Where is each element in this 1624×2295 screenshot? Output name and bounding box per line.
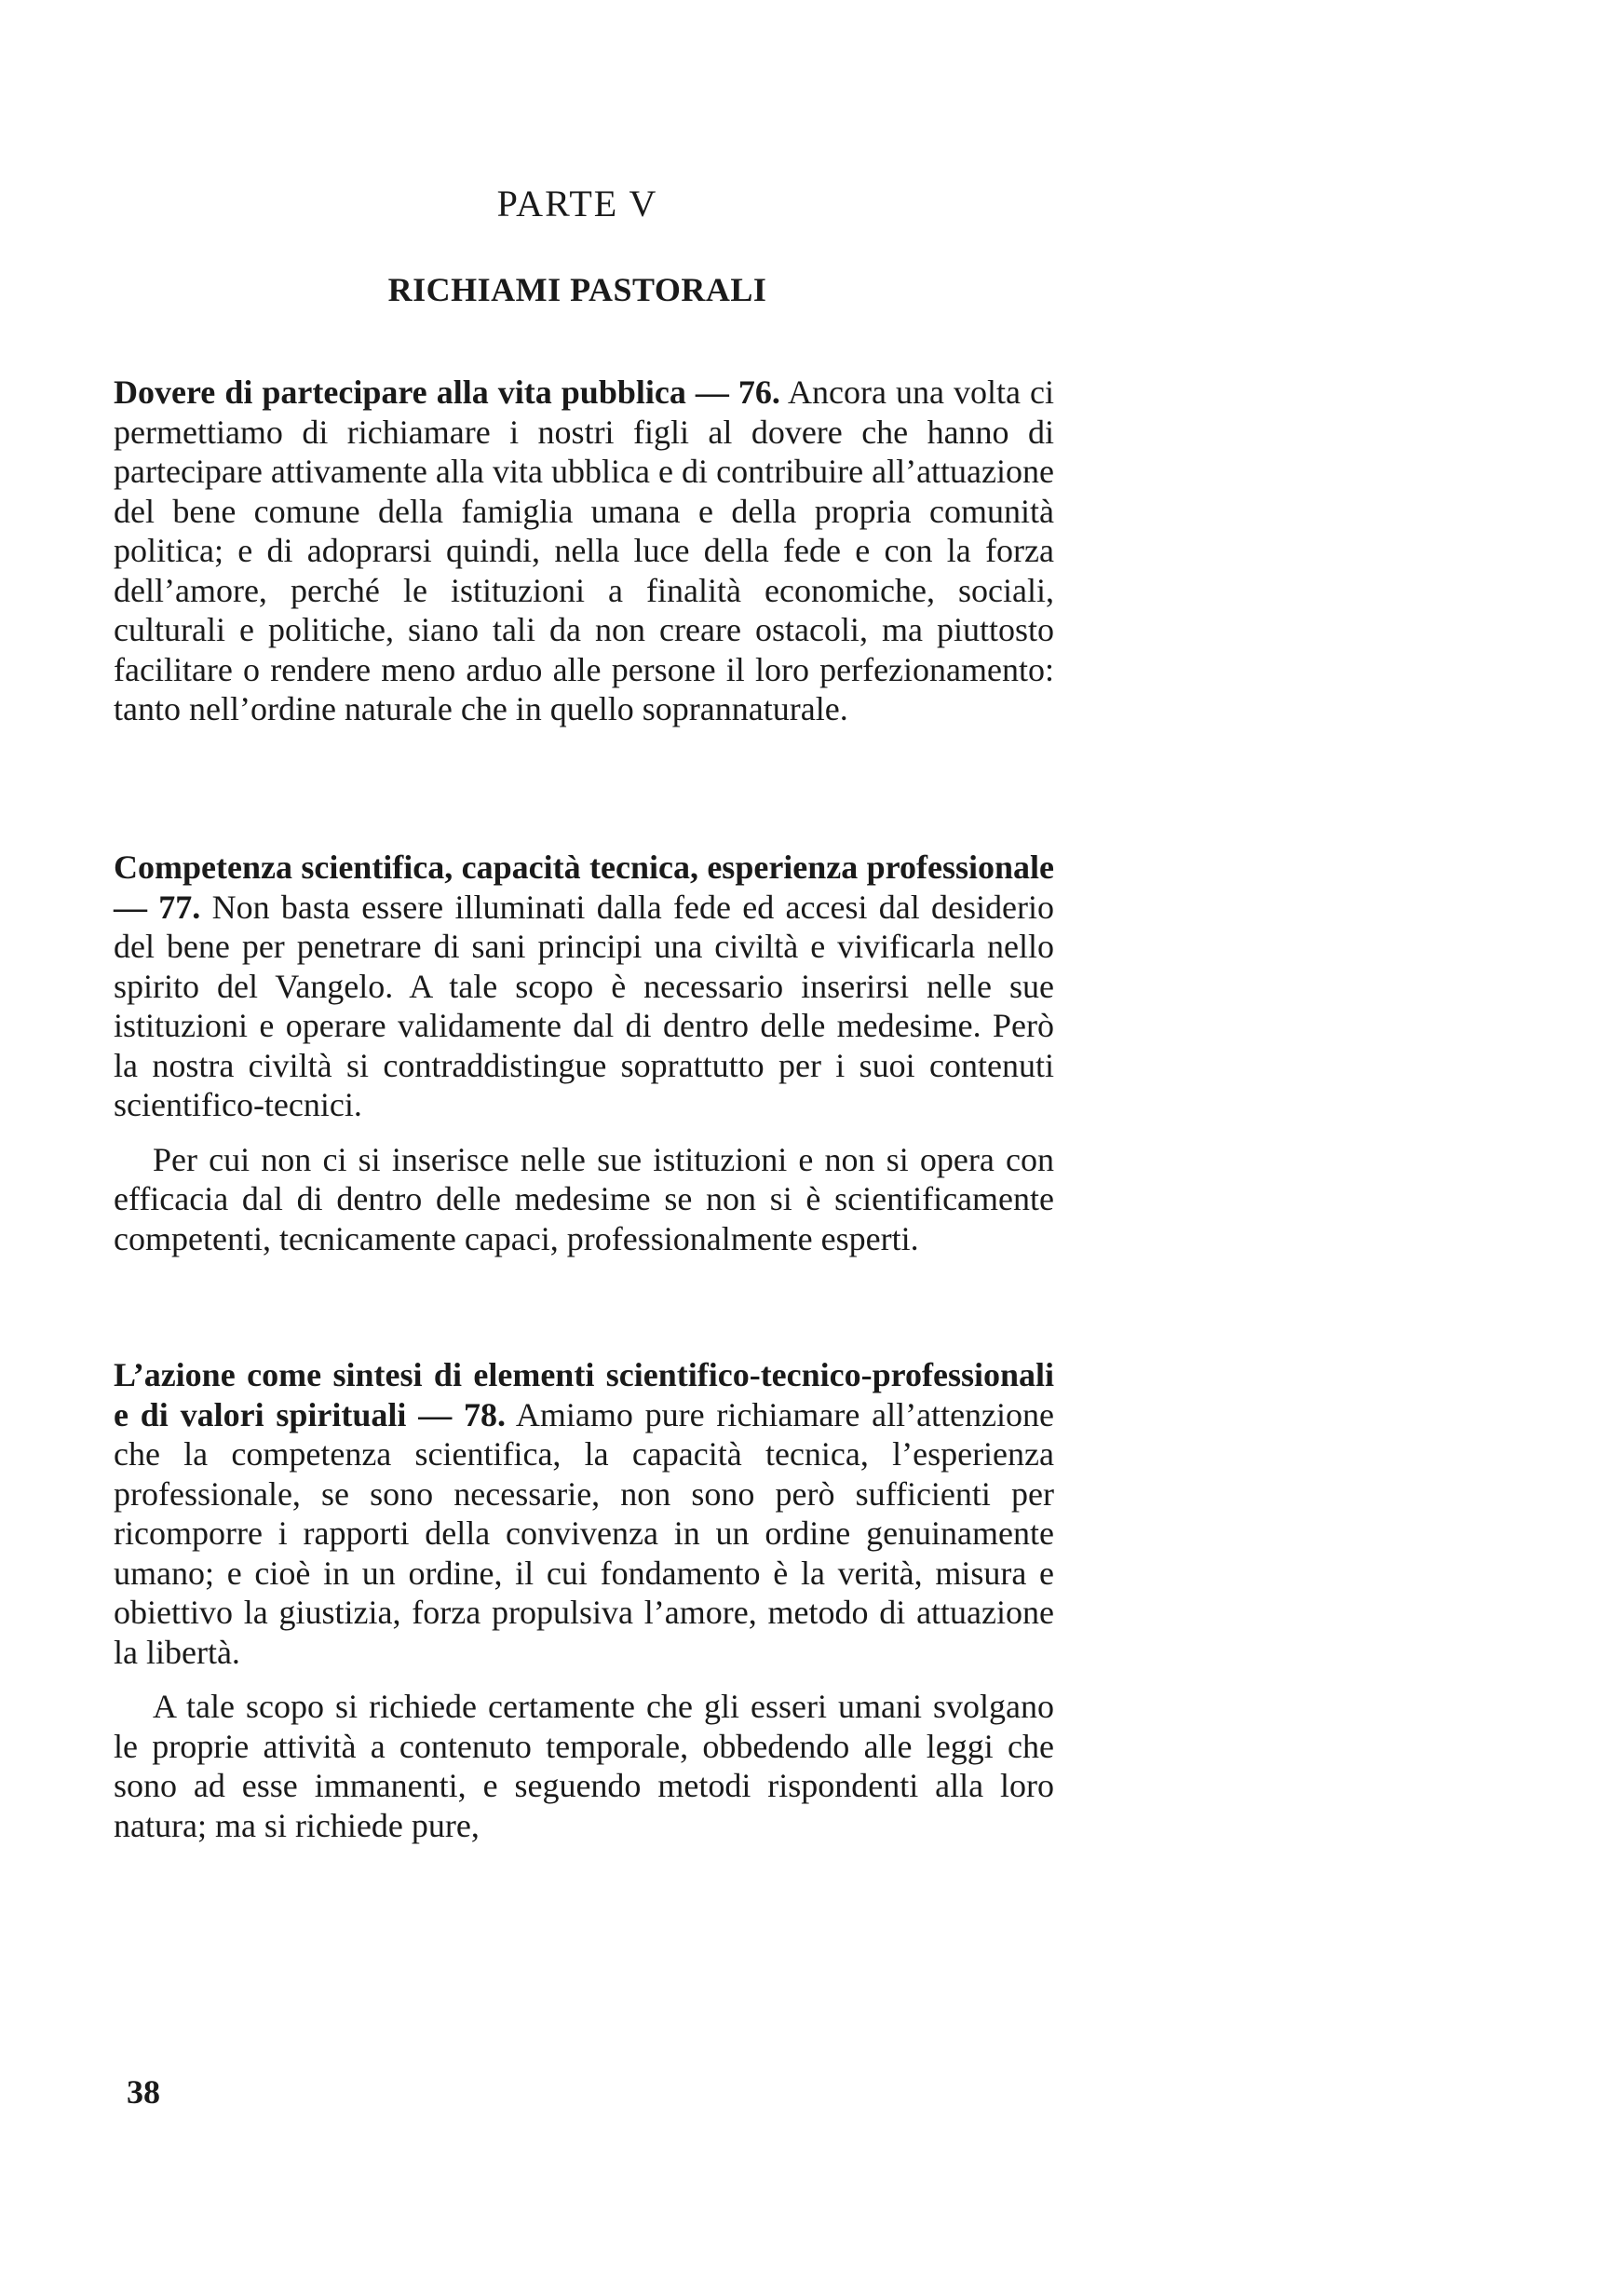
paragraph — [114, 848, 1054, 1125]
paragraph: A tale scopo si richiede certamente che gli esseri umani svolgano le proprie attività a contenuto temporale, obbedendo alle leggi che sono ad esse immanenti, e seguendo metodi rispondenti alla loro natura; ma si richiede pure, — [114, 1688, 1054, 1844]
section-heading: Dovere di partecipare alla vita pubblica — 76. — [114, 373, 780, 411]
chapter-title: RICHIAMI PASTORALI — [387, 271, 767, 308]
paragraph-text: Amiamo pure richiamare all’attenzione che la competenza scientifica, la capacità tecnica, l’esperienza professionale, se sono necessarie, non sono però sufficienti per ricomporre i rapporti della convivenza in un ordine genuinamente umano; e cioè in un ordine, il cui fondamento è la verità, misura e obiettivo la giustizia, forza propulsiva l’amore, metodo di attuazione la libertà. — [114, 1395, 1055, 1671]
section-heading: L’azione come sintesi di elementi scientifico-tecnico-professionali e di valori spirituali — 78. — [114, 1356, 1054, 1433]
section-76 — [114, 373, 1054, 729]
paragraph-text: Ancora una volta ci permettiamo di richiamare i nostri figli al dovere che hanno di partecipare attivamente alla vita ubblica e di contribuire all’attuazione del bene comune della famiglia umana e della propria comunità politica; e di adoprarsi quindi, nella luce della fede e con la forza dell’amore, perché le istituzioni a finalità economiche, sociali, culturali e politiche, siano tali da non creare ostacoli, ma piuttosto facilitare o rendere meno arduo alle persone il loro perfezionamento: tanto nell’ordine naturale che in quello soprannaturale. — [114, 373, 1055, 727]
paragraph — [114, 373, 1054, 729]
section-heading: Competenza scientifica, capacità tecnica, esperienza professionale — 77. — [114, 849, 1054, 926]
section-77 — [114, 848, 1054, 1258]
paragraph: Per cui non ci si inserisce nelle sue istituzioni e non si opera con efficacia dal di dentro delle medesime se non si è scientificamente competenti, tecnicamente capaci, professionalmente esperti. — [114, 1140, 1054, 1257]
part-label: PARTE V — [496, 183, 658, 224]
paragraph — [114, 1355, 1054, 1672]
section-78 — [114, 1355, 1054, 1845]
page-number: 38 — [127, 2073, 160, 2111]
paragraph-text: Non basta essere illuminati dalla fede ed accesi dal desiderio del bene per penetrare di sani principi una civiltà e vivificarla nello spirito del Vangelo. A tale scopo è necessario inserirsi nelle sue istituzioni e operare validamente dal di dentro delle medesime. Però la nostra civiltà si contraddistingue soprattutto per i suoi contenuti scientifico-tecnici. — [114, 888, 1055, 1123]
